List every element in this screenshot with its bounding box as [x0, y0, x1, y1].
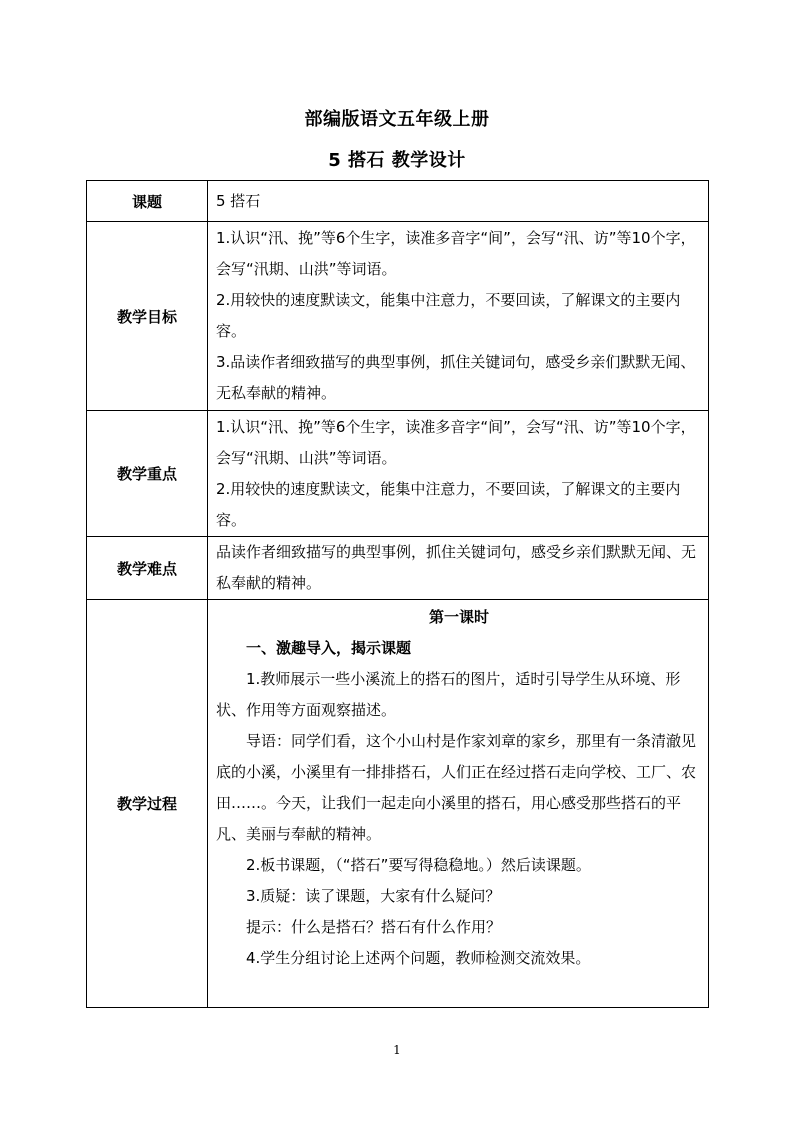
topic-label: 课题	[87, 181, 208, 222]
goal-item: 2.用较快的速度默读文，能集中注意力，不要回读，了解课文的主要内容。	[216, 291, 681, 340]
topic-value	[208, 181, 709, 222]
difficulty-content	[208, 537, 709, 600]
goals-content	[208, 222, 709, 411]
key-point-item: 1.认识“汛、挽”等6个生字，读准多音字“间”，会写“汛、访”等10个字，会写“汛期、山洪”等词语。	[216, 417, 696, 467]
topic-row	[87, 181, 709, 222]
section-title: 一、激趣导入，揭示课题	[246, 639, 412, 657]
lesson-plan-table	[86, 180, 709, 1008]
goal-item: 1.认识“汛、挽”等6个生字，读准多音字“间”，会写“汛、访”等10个字，会写“汛期、山洪”等词语。	[216, 229, 696, 278]
process-paragraph: 提示：什么是搭石？搭石有什么作用？	[246, 918, 502, 936]
goals-row	[87, 222, 709, 411]
process-paragraph: 4.学生分组讨论上述两个问题，教师检测交流效果。	[246, 949, 591, 967]
difficulty-label: 教学难点	[87, 537, 208, 600]
key-points-content	[208, 411, 709, 537]
process-paragraph: 1.教师展示一些小溪流上的搭石的图片，适时引导学生从环境、形状、作用等方面观察描述。	[216, 670, 681, 719]
difficulty-row	[87, 537, 709, 600]
key-point-item: 2.用较快的速度默读文，能集中注意力，不要回读，了解课文的主要内容。	[216, 479, 681, 529]
process-label: 教学过程	[87, 600, 208, 1008]
goal-item: 3.品读作者细致描写的典型事例，抓住关键词句，感受乡亲们默默无闻、无私奉献的精神。	[216, 353, 696, 402]
page-number: 1	[393, 1043, 401, 1057]
key-points-label: 教学重点	[87, 411, 208, 537]
process-paragraph: 3.质疑：读了课题，大家有什么疑问？	[246, 887, 501, 905]
process-content	[208, 600, 709, 1008]
process-row	[87, 600, 709, 1008]
goals-label: 教学目标	[87, 222, 208, 411]
process-paragraph: 导语：同学们看，这个小山村是作家刘章的家乡，那里有一条清澈见底的小溪，小溪里有一排排搭石，人们正在经过搭石走向学校、工厂、农田……。今天，让我们一起走向小溪里的搭石，用心感受那些搭石的平凡、美丽与奉献的精神。	[216, 732, 697, 843]
document-title: 部编版语文五年级上册	[304, 109, 490, 130]
lesson-title: 第一课时	[428, 608, 489, 626]
topic-text: 5 搭石	[216, 191, 261, 210]
difficulty-text: 品读作者细致描写的典型事例，抓住关键词句，感受乡亲们默默无闻、无私奉献的精神。	[216, 543, 697, 592]
key-points-row	[87, 411, 709, 537]
process-paragraph: 2.板书课题，（“搭石”要写得稳稳地。）然后读课题。	[246, 856, 591, 874]
document-subtitle: 5 搭石 教学设计	[328, 150, 466, 171]
